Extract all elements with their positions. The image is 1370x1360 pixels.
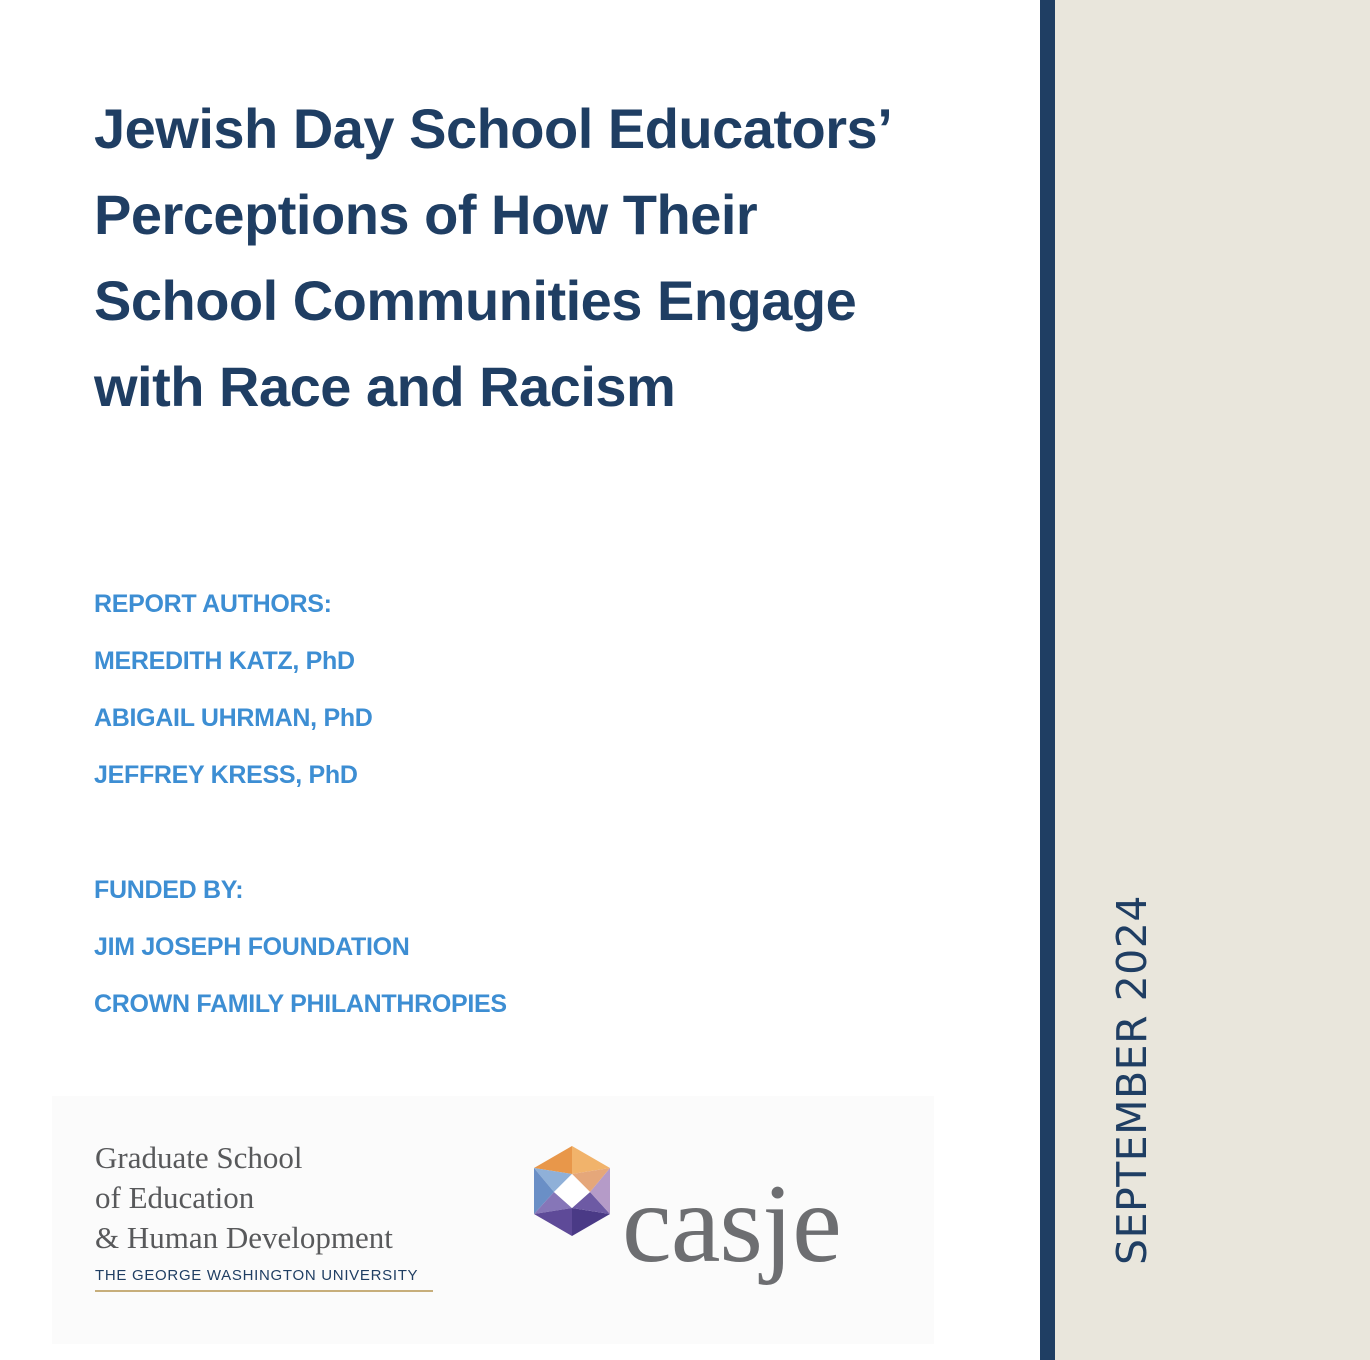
vertical-divider — [1040, 0, 1055, 1360]
author-name: ABIGAIL UHRMAN, PhD — [94, 704, 373, 732]
logos-area — [52, 1096, 934, 1344]
title-line: Jewish Day School Educators’ — [94, 97, 893, 160]
side-panel — [1055, 0, 1370, 1360]
publication-date: SEPTEMBER 2024 — [1108, 895, 1156, 1265]
gsehd-logo-line: of Education — [95, 1180, 255, 1215]
funders-heading: FUNDED BY: — [94, 876, 244, 904]
title-line: School Communities Engage — [94, 269, 857, 332]
funders-section — [94, 872, 507, 1043]
funder-name: CROWN FAMILY PHILANTHROPIES — [94, 990, 507, 1018]
author-name: JEFFREY KRESS, PhD — [94, 761, 358, 789]
casje-hexagon-icon — [530, 1144, 614, 1238]
authors-heading: REPORT AUTHORS: — [94, 590, 332, 618]
author-name: MEREDITH KATZ, PhD — [94, 647, 355, 675]
authors-section — [94, 586, 373, 814]
report-title — [94, 86, 1024, 430]
casje-wordmark: casje — [622, 1162, 841, 1286]
title-line: with Race and Racism — [94, 355, 676, 418]
funder-name: JIM JOSEPH FOUNDATION — [94, 933, 410, 961]
gsehd-logo — [95, 1138, 433, 1292]
gsehd-logo-line: & Human Development — [95, 1220, 393, 1255]
gsehd-logo-line: Graduate School — [95, 1140, 303, 1175]
title-line: Perceptions of How Their — [94, 183, 758, 246]
gwu-wordmark: THE GEORGE WASHINGTON UNIVERSITY — [95, 1264, 433, 1292]
